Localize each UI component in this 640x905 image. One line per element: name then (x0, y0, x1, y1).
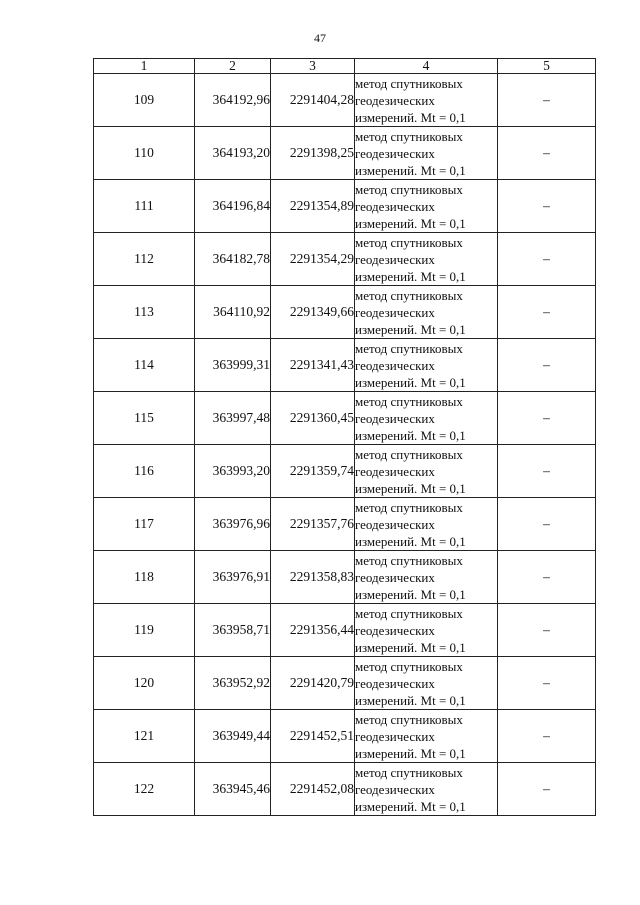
note-cell: – (498, 445, 596, 498)
method-line: измерений. Mt = 0,1 (355, 533, 466, 549)
method-line: метод спутниковых (355, 711, 463, 727)
y-coordinate-cell: 2291356,44 (271, 604, 355, 657)
method-line: геодезических (355, 622, 435, 638)
method-cell (355, 604, 498, 657)
point-number-cell: 119 (94, 604, 195, 657)
method-line: метод спутниковых (355, 605, 463, 621)
note-cell: – (498, 286, 596, 339)
x-coordinate-cell: 364196,84 (195, 180, 271, 233)
x-coordinate-cell: 363949,44 (195, 710, 271, 763)
x-coordinate-cell: 364192,96 (195, 74, 271, 127)
point-number-cell: 110 (94, 127, 195, 180)
point-number-cell: 120 (94, 657, 195, 710)
method-line: геодезических (355, 463, 435, 479)
point-number-cell: 116 (94, 445, 195, 498)
y-coordinate-cell: 2291354,29 (271, 233, 355, 286)
method-line: метод спутниковых (355, 764, 463, 780)
note-cell: – (498, 551, 596, 604)
note-cell: – (498, 710, 596, 763)
y-coordinate-cell: 2291341,43 (271, 339, 355, 392)
y-coordinate-cell: 2291420,79 (271, 657, 355, 710)
note-cell: – (498, 657, 596, 710)
method-line: геодезических (355, 304, 435, 320)
point-number-cell: 114 (94, 339, 195, 392)
method-line: измерений. Mt = 0,1 (355, 639, 466, 655)
note-cell: – (498, 763, 596, 816)
method-line: измерений. Mt = 0,1 (355, 692, 466, 708)
method-line: геодезических (355, 675, 435, 691)
method-line: метод спутниковых (355, 658, 463, 674)
method-line: измерений. Mt = 0,1 (355, 162, 466, 178)
method-cell (355, 657, 498, 710)
method-line: измерений. Mt = 0,1 (355, 427, 466, 443)
column-header: 5 (498, 59, 596, 74)
method-line: геодезических (355, 357, 435, 373)
point-number-cell: 115 (94, 392, 195, 445)
method-line: метод спутниковых (355, 181, 463, 197)
x-coordinate-cell: 363958,71 (195, 604, 271, 657)
method-line: измерений. Mt = 0,1 (355, 321, 466, 337)
method-cell (355, 180, 498, 233)
method-line: геодезических (355, 781, 435, 797)
column-header: 2 (195, 59, 271, 74)
method-line: геодезических (355, 251, 435, 267)
y-coordinate-cell: 2291357,76 (271, 498, 355, 551)
x-coordinate-cell: 363999,31 (195, 339, 271, 392)
x-coordinate-cell: 363976,91 (195, 551, 271, 604)
point-number-cell: 112 (94, 233, 195, 286)
note-cell: – (498, 180, 596, 233)
table-row (94, 392, 596, 445)
table-row (94, 74, 596, 127)
method-line: метод спутниковых (355, 75, 463, 91)
column-header: 4 (355, 59, 498, 74)
method-line: измерений. Mt = 0,1 (355, 374, 466, 390)
table-row (94, 286, 596, 339)
y-coordinate-cell: 2291452,51 (271, 710, 355, 763)
table-row (94, 604, 596, 657)
method-cell (355, 551, 498, 604)
method-line: измерений. Mt = 0,1 (355, 798, 466, 814)
method-line: геодезических (355, 410, 435, 426)
point-number-cell: 111 (94, 180, 195, 233)
column-header: 1 (94, 59, 195, 74)
method-line: геодезических (355, 145, 435, 161)
method-cell (355, 233, 498, 286)
table-header-row (94, 59, 596, 74)
table-row (94, 445, 596, 498)
point-number-cell: 109 (94, 74, 195, 127)
x-coordinate-cell: 364193,20 (195, 127, 271, 180)
table-row (94, 339, 596, 392)
point-number-cell: 117 (94, 498, 195, 551)
table-row (94, 180, 596, 233)
x-coordinate-cell: 363997,48 (195, 392, 271, 445)
method-line: метод спутниковых (355, 234, 463, 250)
method-line: метод спутниковых (355, 287, 463, 303)
method-line: геодезических (355, 569, 435, 585)
note-cell: – (498, 392, 596, 445)
page-number: 47 (314, 31, 326, 45)
x-coordinate-cell: 364182,78 (195, 233, 271, 286)
x-coordinate-cell: 363952,92 (195, 657, 271, 710)
method-cell (355, 763, 498, 816)
method-line: геодезических (355, 516, 435, 532)
x-coordinate-cell: 363976,96 (195, 498, 271, 551)
method-line: измерений. Mt = 0,1 (355, 586, 466, 602)
method-line: метод спутниковых (355, 499, 463, 515)
point-number-cell: 121 (94, 710, 195, 763)
method-line: метод спутниковых (355, 340, 463, 356)
y-coordinate-cell: 2291358,83 (271, 551, 355, 604)
note-cell: – (498, 498, 596, 551)
method-line: измерений. Mt = 0,1 (355, 268, 466, 284)
point-number-cell: 113 (94, 286, 195, 339)
note-cell: – (498, 339, 596, 392)
method-line: метод спутниковых (355, 446, 463, 462)
x-coordinate-cell: 363993,20 (195, 445, 271, 498)
note-cell: – (498, 74, 596, 127)
y-coordinate-cell: 2291359,74 (271, 445, 355, 498)
method-line: измерений. Mt = 0,1 (355, 109, 466, 125)
method-cell (355, 127, 498, 180)
method-cell (355, 498, 498, 551)
method-line: измерений. Mt = 0,1 (355, 215, 466, 231)
point-number-cell: 118 (94, 551, 195, 604)
table-row (94, 657, 596, 710)
method-cell (355, 445, 498, 498)
method-line: метод спутниковых (355, 128, 463, 144)
y-coordinate-cell: 2291360,45 (271, 392, 355, 445)
method-cell (355, 392, 498, 445)
y-coordinate-cell: 2291398,25 (271, 127, 355, 180)
method-cell (355, 286, 498, 339)
table-row (94, 551, 596, 604)
table-row (94, 763, 596, 816)
x-coordinate-cell: 364110,92 (195, 286, 271, 339)
note-cell: – (498, 233, 596, 286)
method-cell (355, 710, 498, 763)
method-line: геодезических (355, 198, 435, 214)
method-line: измерений. Mt = 0,1 (355, 745, 466, 761)
method-line: метод спутниковых (355, 393, 463, 409)
method-line: геодезических (355, 728, 435, 744)
y-coordinate-cell: 2291354,89 (271, 180, 355, 233)
method-cell (355, 339, 498, 392)
coordinates-table (93, 58, 596, 816)
y-coordinate-cell: 2291349,66 (271, 286, 355, 339)
column-header: 3 (271, 59, 355, 74)
table-row (94, 498, 596, 551)
method-line: геодезических (355, 92, 435, 108)
method-line: измерений. Mt = 0,1 (355, 480, 466, 496)
table-row (94, 233, 596, 286)
method-cell (355, 74, 498, 127)
table-row (94, 127, 596, 180)
y-coordinate-cell: 2291404,28 (271, 74, 355, 127)
table-body (94, 74, 596, 816)
x-coordinate-cell: 363945,46 (195, 763, 271, 816)
point-number-cell: 122 (94, 763, 195, 816)
note-cell: – (498, 127, 596, 180)
method-line: метод спутниковых (355, 552, 463, 568)
y-coordinate-cell: 2291452,08 (271, 763, 355, 816)
note-cell: – (498, 604, 596, 657)
table-row (94, 710, 596, 763)
